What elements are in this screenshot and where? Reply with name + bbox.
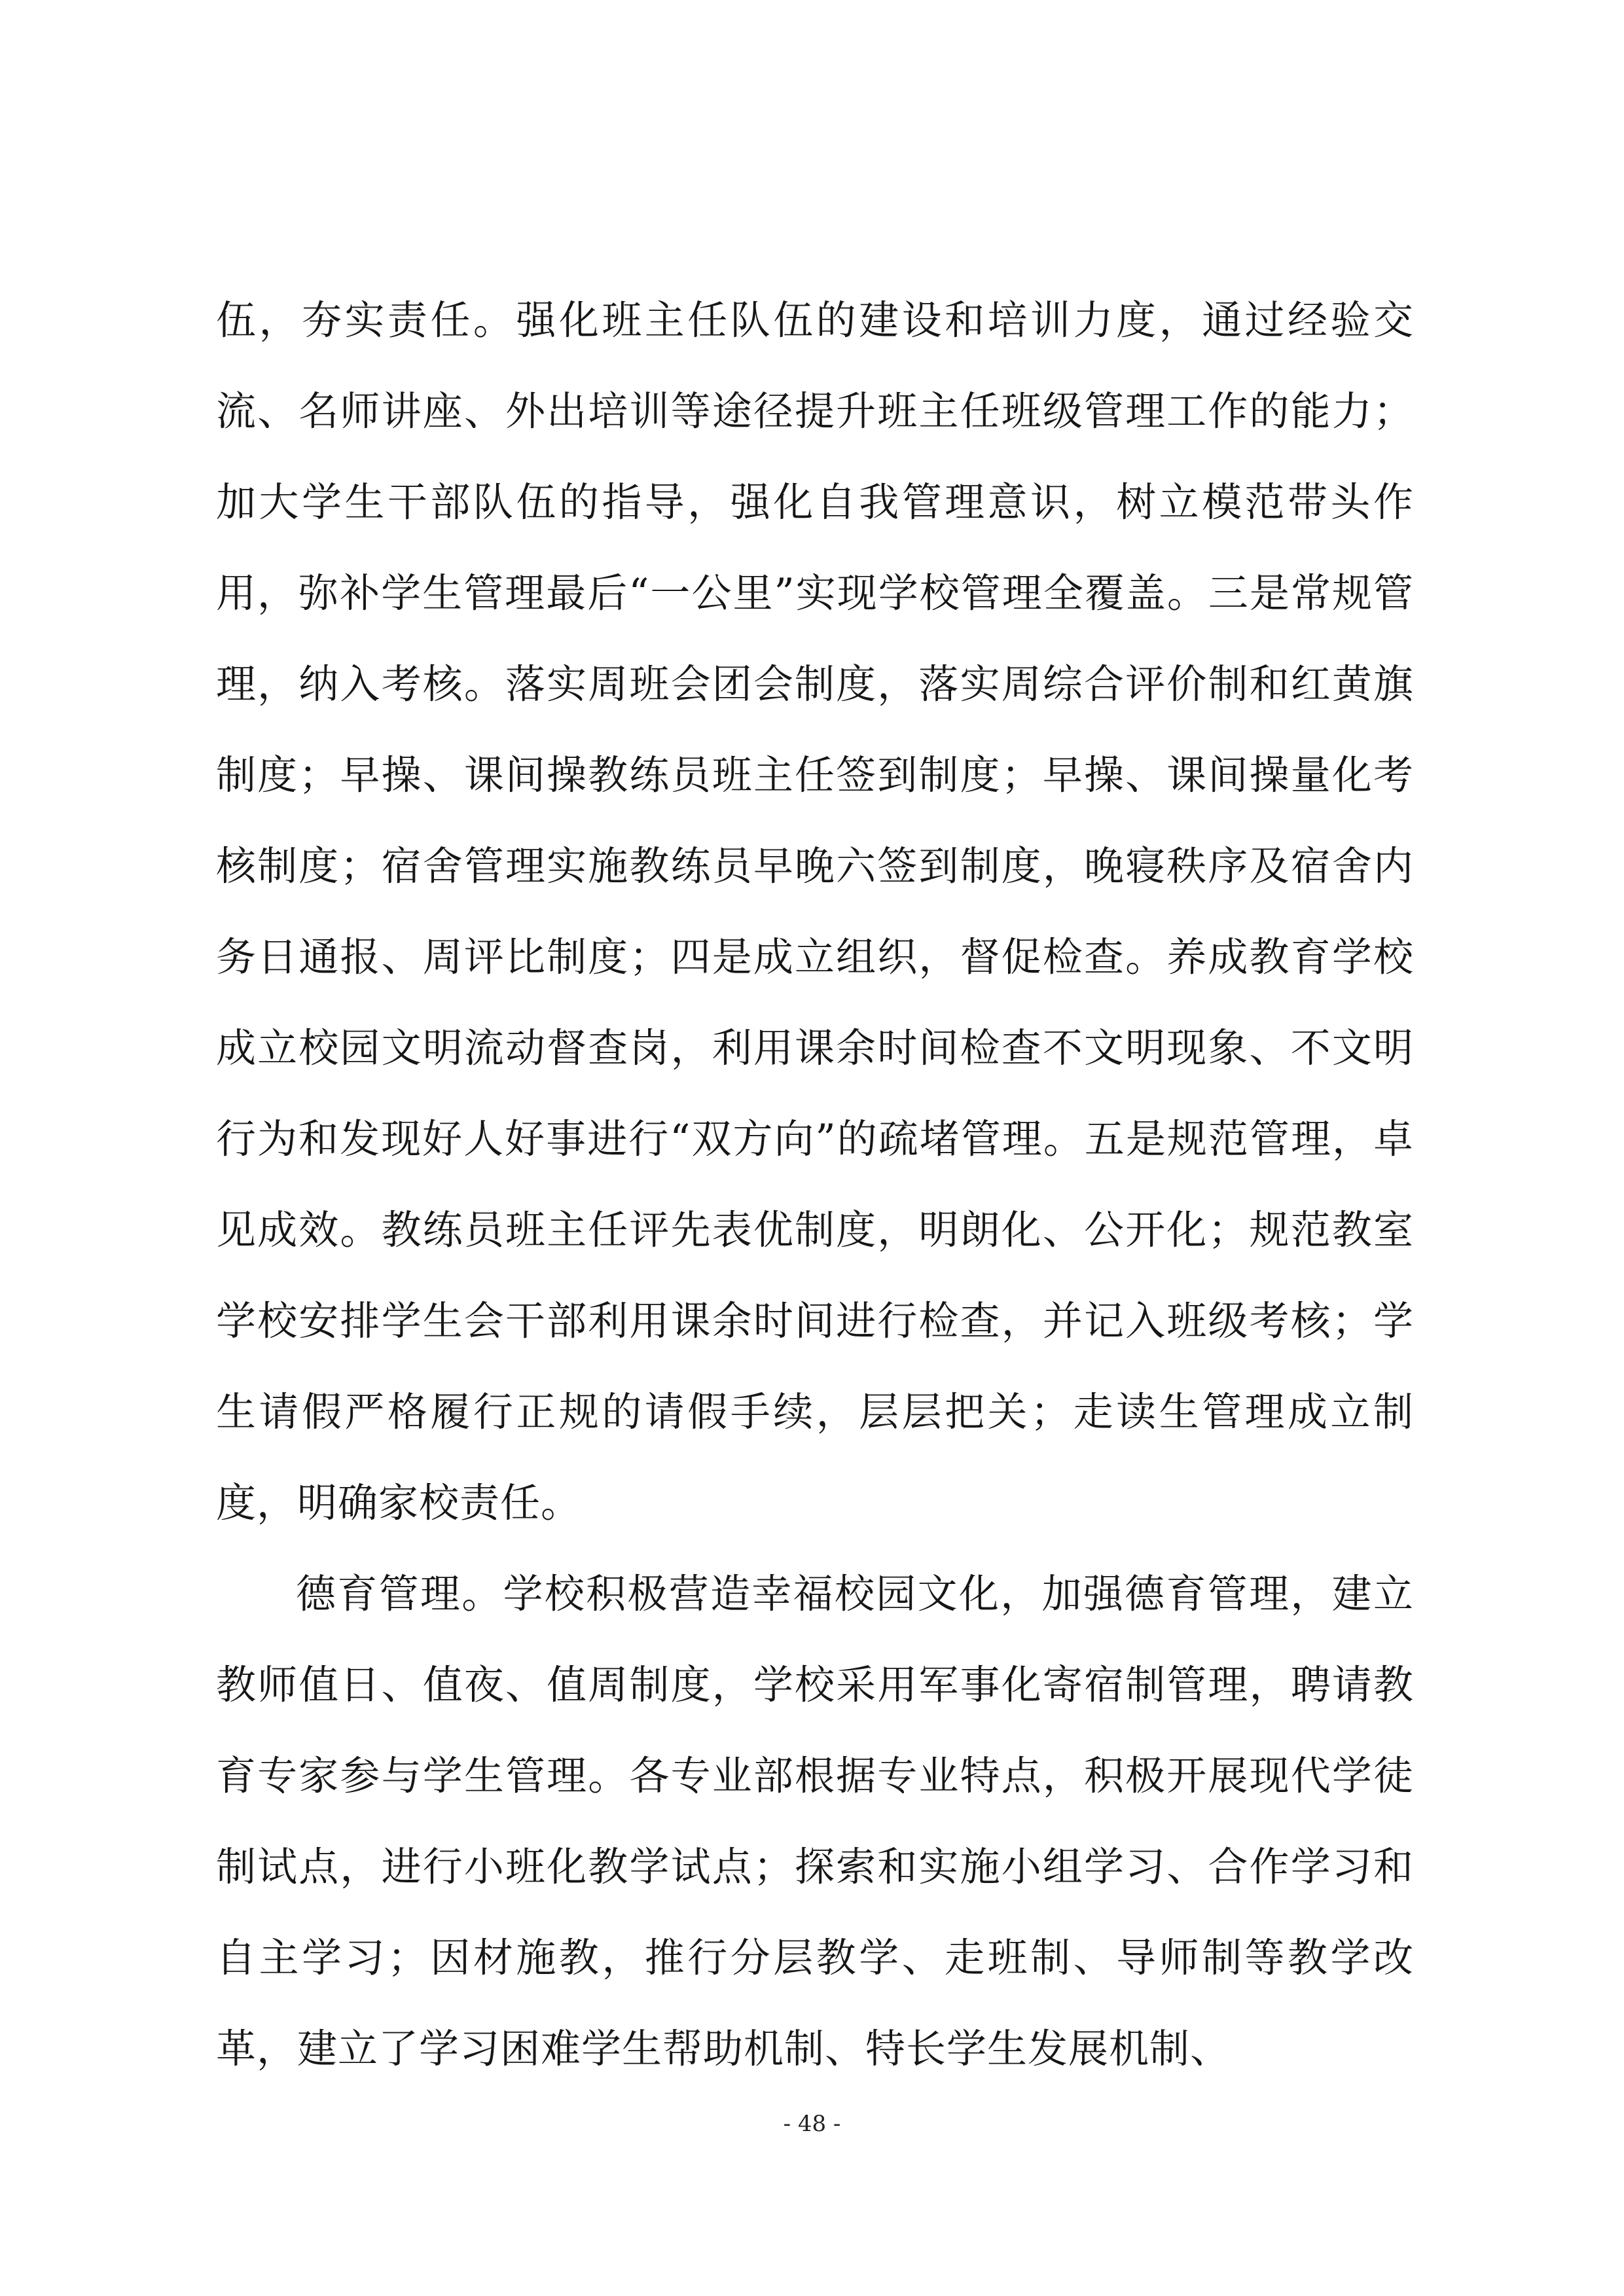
page-number: - 48 -	[783, 2111, 841, 2137]
paragraph-moral-education: 德育管理。学校积极营造幸福校园文化，加强德育管理，建立教师值日、值夜、值周制度，学校采用军事化寄宿制管理，聘请教育专家参与学生管理。各专业部根据专业特点，积极开展现代学徒制试点，进行小班化教学试点；探索和实施小组学习、合作学习和自主学习；因材施教，推行分层教学、走班制、导师制等教学改革，建立了学习困难学生帮助机制、特长学生发展机制、	[216, 1571, 1414, 2072]
body-text	[216, 275, 1414, 2094]
paragraph-continuation: 伍，夯实责任。强化班主任队伍的建设和培训力度，通过经验交流、名师讲座、外出培训等途径提升班主任班级管理工作的能力；加大学生干部队伍的指导，强化自我管理意识，树立模范带头作用，弥补学生管理最后“一公里”实现学校管理全覆盖。三是常规管理，纳入考核。落实周班会团会制度，落实周综合评价制和红黄旗制度；早操、课间操教练员班主任签到制度；早操、课间操量化考核制度；宿舍管理实施教练员早晚六签到制度，晚寝秩序及宿舍内务日通报、周评比制度；四是成立组织，督促检查。养成教育学校成立校园文明流动督查岗，利用课余时间检查不文明现象、不文明行为和发现好人好事进行“双方向”的疏堵管理。五是规范管理，卓见成效。教练员班主任评先表优制度，明朗化、公开化；规范教室学校安排学生会干部利用课余时间进行检查，并记入班级考核；学生请假严格履行正规的请假手续，层层把关；走读生管理成立制度，明确家校责任。	[216, 297, 1414, 1526]
